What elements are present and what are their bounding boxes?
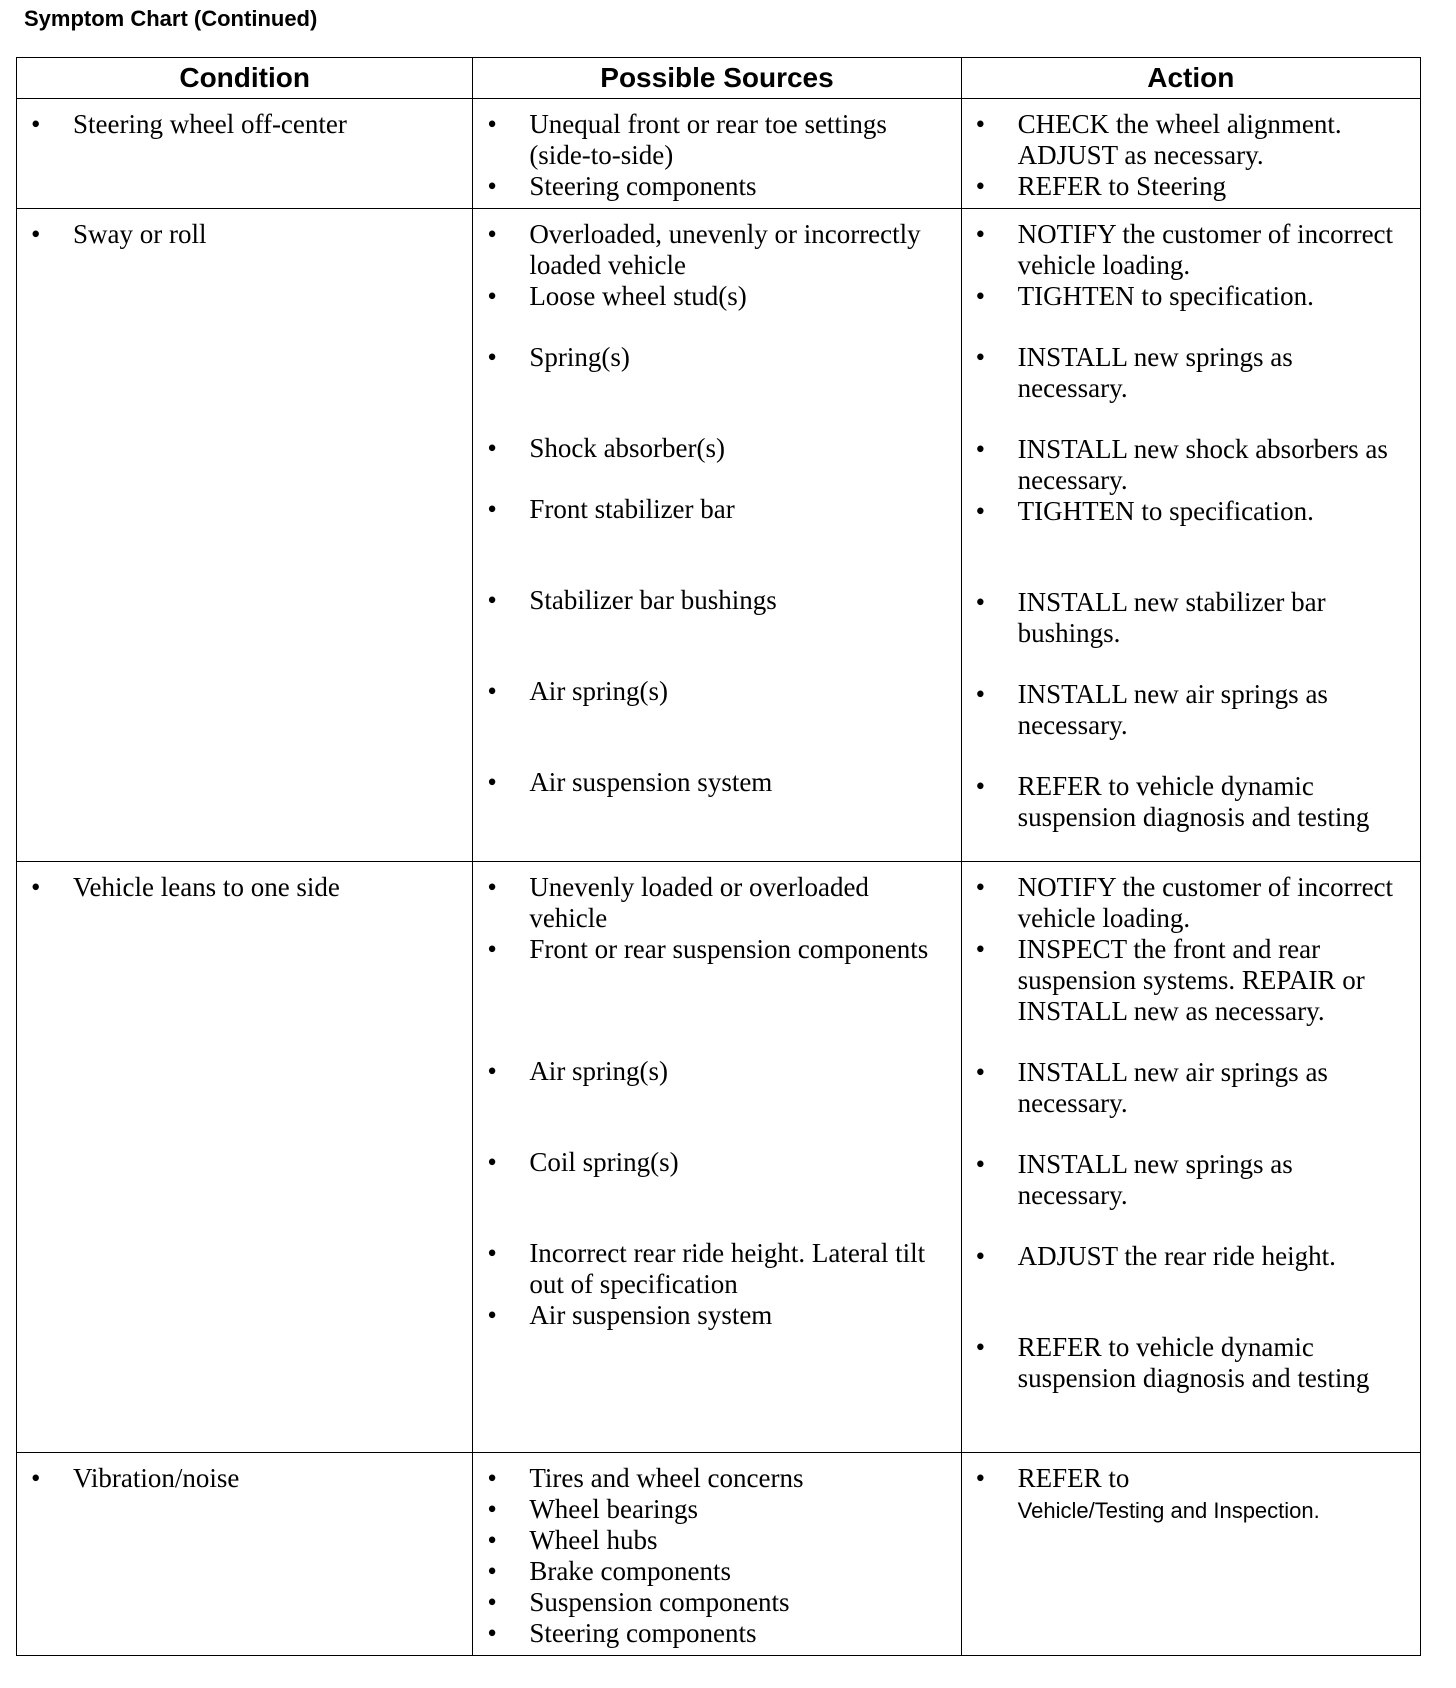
action-item: • NOTIFY the customer of incorrect vehicle loading. — [962, 872, 1420, 934]
table-row — [17, 99, 1421, 209]
source-item: • Wheel hubs — [473, 1525, 960, 1556]
action-item: • INSTALL new air springs as necessary. — [962, 679, 1420, 741]
source-item: • Air suspension system — [473, 767, 960, 798]
page-title: Symptom Chart (Continued) — [24, 6, 318, 31]
action-item: • TIGHTEN to specification. — [962, 281, 1420, 312]
source-item: • Overloaded, unevenly or incorrectly loaded vehicle — [473, 219, 960, 281]
source-item: • Spring(s) — [473, 342, 960, 373]
header-action: Action — [961, 58, 1420, 99]
condition-cell — [17, 209, 473, 862]
header-possible-sources: Possible Sources — [473, 58, 961, 99]
sources-cell — [473, 209, 961, 862]
sources-cell — [473, 99, 961, 209]
source-item: • Suspension components — [473, 1587, 960, 1618]
action-item: • INSTALL new springs as necessary. — [962, 342, 1420, 404]
action-item: • CHECK the wheel alignment. ADJUST as necessary. — [962, 109, 1420, 171]
table-row — [17, 209, 1421, 862]
source-item: • Tires and wheel concerns — [473, 1463, 960, 1494]
source-item: • Steering components — [473, 171, 960, 202]
condition-item: • Vehicle leans to one side — [17, 872, 472, 903]
source-item: • Unevenly loaded or overloaded vehicle — [473, 872, 960, 934]
action-cell — [961, 1453, 1420, 1656]
source-item: • Stabilizer bar bushings — [473, 585, 960, 616]
condition-item: • Sway or roll — [17, 219, 472, 250]
testing-inspection-link[interactable]: Vehicle/Testing and Inspection. — [1017, 1498, 1320, 1523]
condition-cell — [17, 862, 473, 1453]
source-item: • Air suspension system — [473, 1300, 960, 1331]
action-item: • ADJUST the rear ride height. — [962, 1241, 1420, 1272]
source-item: • Shock absorber(s) — [473, 433, 960, 464]
source-item: • Air spring(s) — [473, 1056, 960, 1087]
action-item: • TIGHTEN to specification. — [962, 496, 1420, 527]
action-cell — [961, 862, 1420, 1453]
source-item: • Wheel bearings — [473, 1494, 960, 1525]
condition-item: • Steering wheel off-center — [17, 109, 472, 140]
action-item: • NOTIFY the customer of incorrect vehicle loading. — [962, 219, 1420, 281]
source-item: • Brake components — [473, 1556, 960, 1587]
symptom-chart-table — [16, 57, 1421, 1656]
condition-item: • Vibration/noise — [17, 1463, 472, 1494]
table-row — [17, 862, 1421, 1453]
source-item: • Coil spring(s) — [473, 1147, 960, 1178]
action-cell — [961, 209, 1420, 862]
source-item: • Incorrect rear ride height. Lateral tilt out of specification — [473, 1238, 960, 1300]
source-item: • Loose wheel stud(s) — [473, 281, 960, 312]
header-condition: Condition — [17, 58, 473, 99]
action-item: • REFER to vehicle dynamic suspension diagnosis and testing — [962, 1332, 1420, 1394]
action-item — [962, 1463, 1420, 1526]
sources-cell — [473, 1453, 961, 1656]
source-item: • Air spring(s) — [473, 676, 960, 707]
action-item: • INSPECT the front and rear suspension systems. REPAIR or INSTALL new as necessary. — [962, 934, 1420, 1027]
table-row — [17, 1453, 1421, 1656]
action-item: • INSTALL new air springs as necessary. — [962, 1057, 1420, 1119]
source-item: • Steering components — [473, 1618, 960, 1649]
source-item: • Front or rear suspension components — [473, 934, 960, 965]
source-item: • Front stabilizer bar — [473, 494, 960, 525]
condition-cell — [17, 1453, 473, 1656]
source-item: • Unequal front or rear toe settings (side-to-side) — [473, 109, 960, 171]
action-item: • INSTALL new stabilizer bar bushings. — [962, 587, 1420, 649]
header-row — [17, 58, 1421, 99]
sources-cell — [473, 862, 961, 1453]
action-item: • REFER to Steering — [962, 171, 1420, 202]
action-item: • INSTALL new shock absorbers as necessary. — [962, 434, 1420, 496]
action-refer-text: REFER to — [1017, 1463, 1130, 1493]
action-item: • REFER to vehicle dynamic suspension diagnosis and testing — [962, 771, 1420, 833]
action-cell — [961, 99, 1420, 209]
action-item: • INSTALL new springs as necessary. — [962, 1149, 1420, 1211]
condition-cell — [17, 99, 473, 209]
